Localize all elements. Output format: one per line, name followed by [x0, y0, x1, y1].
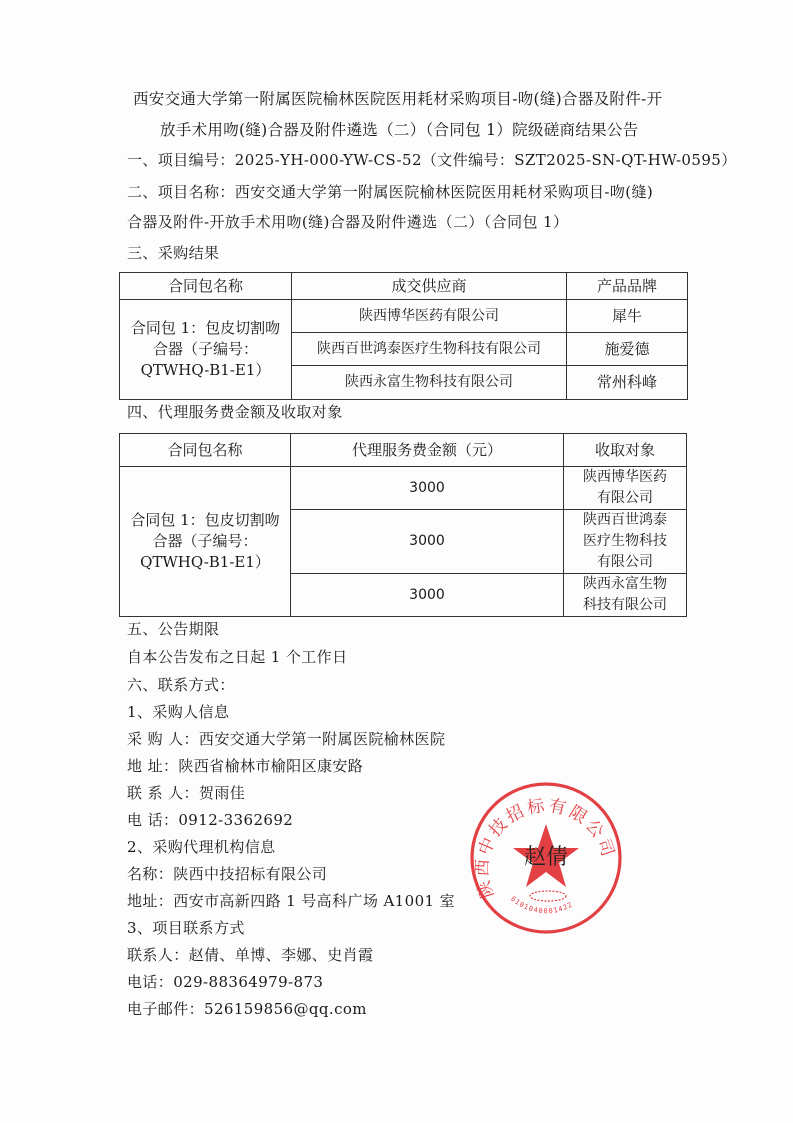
section-project-number: 一、项目编号：2025-YH-000-YW-CS-52（文件编号：SZT2025-SN-QT-HW-0595）: [127, 151, 737, 169]
package-name-line: 合同包 1：包皮切割吻: [130, 319, 281, 337]
agency-heading: 2、采购代理机构信息: [127, 838, 276, 856]
project-email: 电子邮件：526159856@qq.com: [127, 1000, 367, 1018]
results-table-header: [120, 273, 688, 300]
payer-cell: [564, 574, 687, 617]
fee-cell: 3000: [291, 467, 564, 510]
supplier-cell: 陕西永富生物科技有限公司: [292, 366, 567, 400]
brand-cell: 犀牛: [567, 300, 688, 333]
purchaser-phone: 电 话：0912-3362692: [127, 811, 294, 829]
purchaser-name: 采 购 人：西安交通大学第一附属医院榆林医院: [127, 730, 446, 748]
table-row: [120, 467, 687, 510]
project-phone: 电话：029-88364979-873: [127, 973, 324, 991]
section-fee-heading: 四、代理服务费金额及收取对象: [127, 403, 343, 421]
header-package-name: 合同包名称: [120, 434, 291, 467]
brand-cell: 常州科峰: [567, 366, 688, 400]
header-fee: 代理服务费金额（元）: [291, 434, 564, 467]
seal-security-pattern: [530, 891, 566, 901]
results-table: [119, 272, 688, 400]
payer-line: 有限公司: [597, 490, 653, 506]
payer-cell: [564, 510, 687, 574]
payer-line: 科技有限公司: [583, 597, 667, 613]
fee-table: [119, 433, 687, 617]
section-results-heading: 三、采购结果: [127, 244, 220, 262]
payer-line: 陕西博华医药: [583, 469, 667, 485]
seal-org-text: 陕西中技招标有限公司: [472, 795, 619, 901]
purchaser-contact: 联 系 人：贺雨佳: [127, 784, 246, 802]
project-contact-heading: 3、项目联系方式: [127, 919, 245, 937]
package-name-cell: [120, 300, 292, 400]
section-contact-heading: 六、联系方式：: [127, 676, 235, 694]
supplier-cell: 陕西博华医药有限公司: [292, 300, 567, 333]
payer-cell: [564, 467, 687, 510]
fee-cell: 3000: [291, 574, 564, 617]
header-payer: 收取对象: [564, 434, 687, 467]
section-period-text: 自本公告发布之日起 1 个工作日: [127, 648, 348, 666]
section-project-name-line-1: 二、项目名称：西安交通大学第一附属医院榆林医院医用耗材采购项目-吻(缝): [127, 183, 654, 201]
purchaser-heading: 1、采购人信息: [127, 703, 230, 721]
purchaser-address: 地 址：陕西省榆林市榆阳区康安路: [127, 757, 364, 775]
payer-line: 医疗生物科技: [583, 533, 667, 549]
title-line-1: 西安交通大学第一附属医院榆林医院医用耗材采购项目-吻(缝)合器及附件-开: [133, 90, 663, 108]
fee-table-header: [120, 434, 687, 467]
package-name-cell: [120, 467, 291, 617]
header-supplier: 成交供应商: [292, 273, 567, 300]
package-name-line: 合器（子编号：: [152, 340, 258, 358]
agency-name: 名称：陕西中技招标有限公司: [127, 865, 328, 883]
section-period-heading: 五、公告期限: [127, 620, 220, 638]
table-row: [120, 300, 688, 333]
payer-line: 陕西永富生物: [583, 576, 667, 592]
header-package-name: 合同包名称: [120, 273, 292, 300]
seal-signature: 赵倩: [523, 845, 569, 870]
project-contacts: 联系人：赵倩、单博、李娜、史肖霞: [127, 946, 374, 964]
seal-serial: 6101040001422: [509, 894, 575, 916]
payer-line: 陕西百世鸿泰: [583, 512, 667, 528]
package-name-line: 合同包 1：包皮切割吻: [130, 511, 280, 529]
title-line-2: 放手术用吻(缝)合器及附件遴选（二）（合同包 1）院级磋商结果公告: [160, 121, 639, 139]
package-name-line: 合器（子编号：: [152, 532, 258, 550]
official-seal: [468, 780, 624, 936]
fee-cell: 3000: [291, 510, 564, 574]
payer-line: 有限公司: [597, 554, 653, 570]
header-brand: 产品品牌: [567, 273, 688, 300]
package-name-line: QTWHQ-B1-E1）: [140, 361, 271, 379]
agency-address: 地址：西安市高新四路 1 号高科广场 A1001 室: [127, 892, 456, 910]
package-name-line: QTWHQ-B1-E1）: [140, 553, 270, 571]
section-project-name-line-2: 合器及附件-开放手术用吻(缝)合器及附件遴选（二）（合同包 1）: [127, 213, 569, 231]
brand-cell: 施爱德: [567, 333, 688, 366]
supplier-cell: 陕西百世鸿泰医疗生物科技有限公司: [292, 333, 567, 366]
